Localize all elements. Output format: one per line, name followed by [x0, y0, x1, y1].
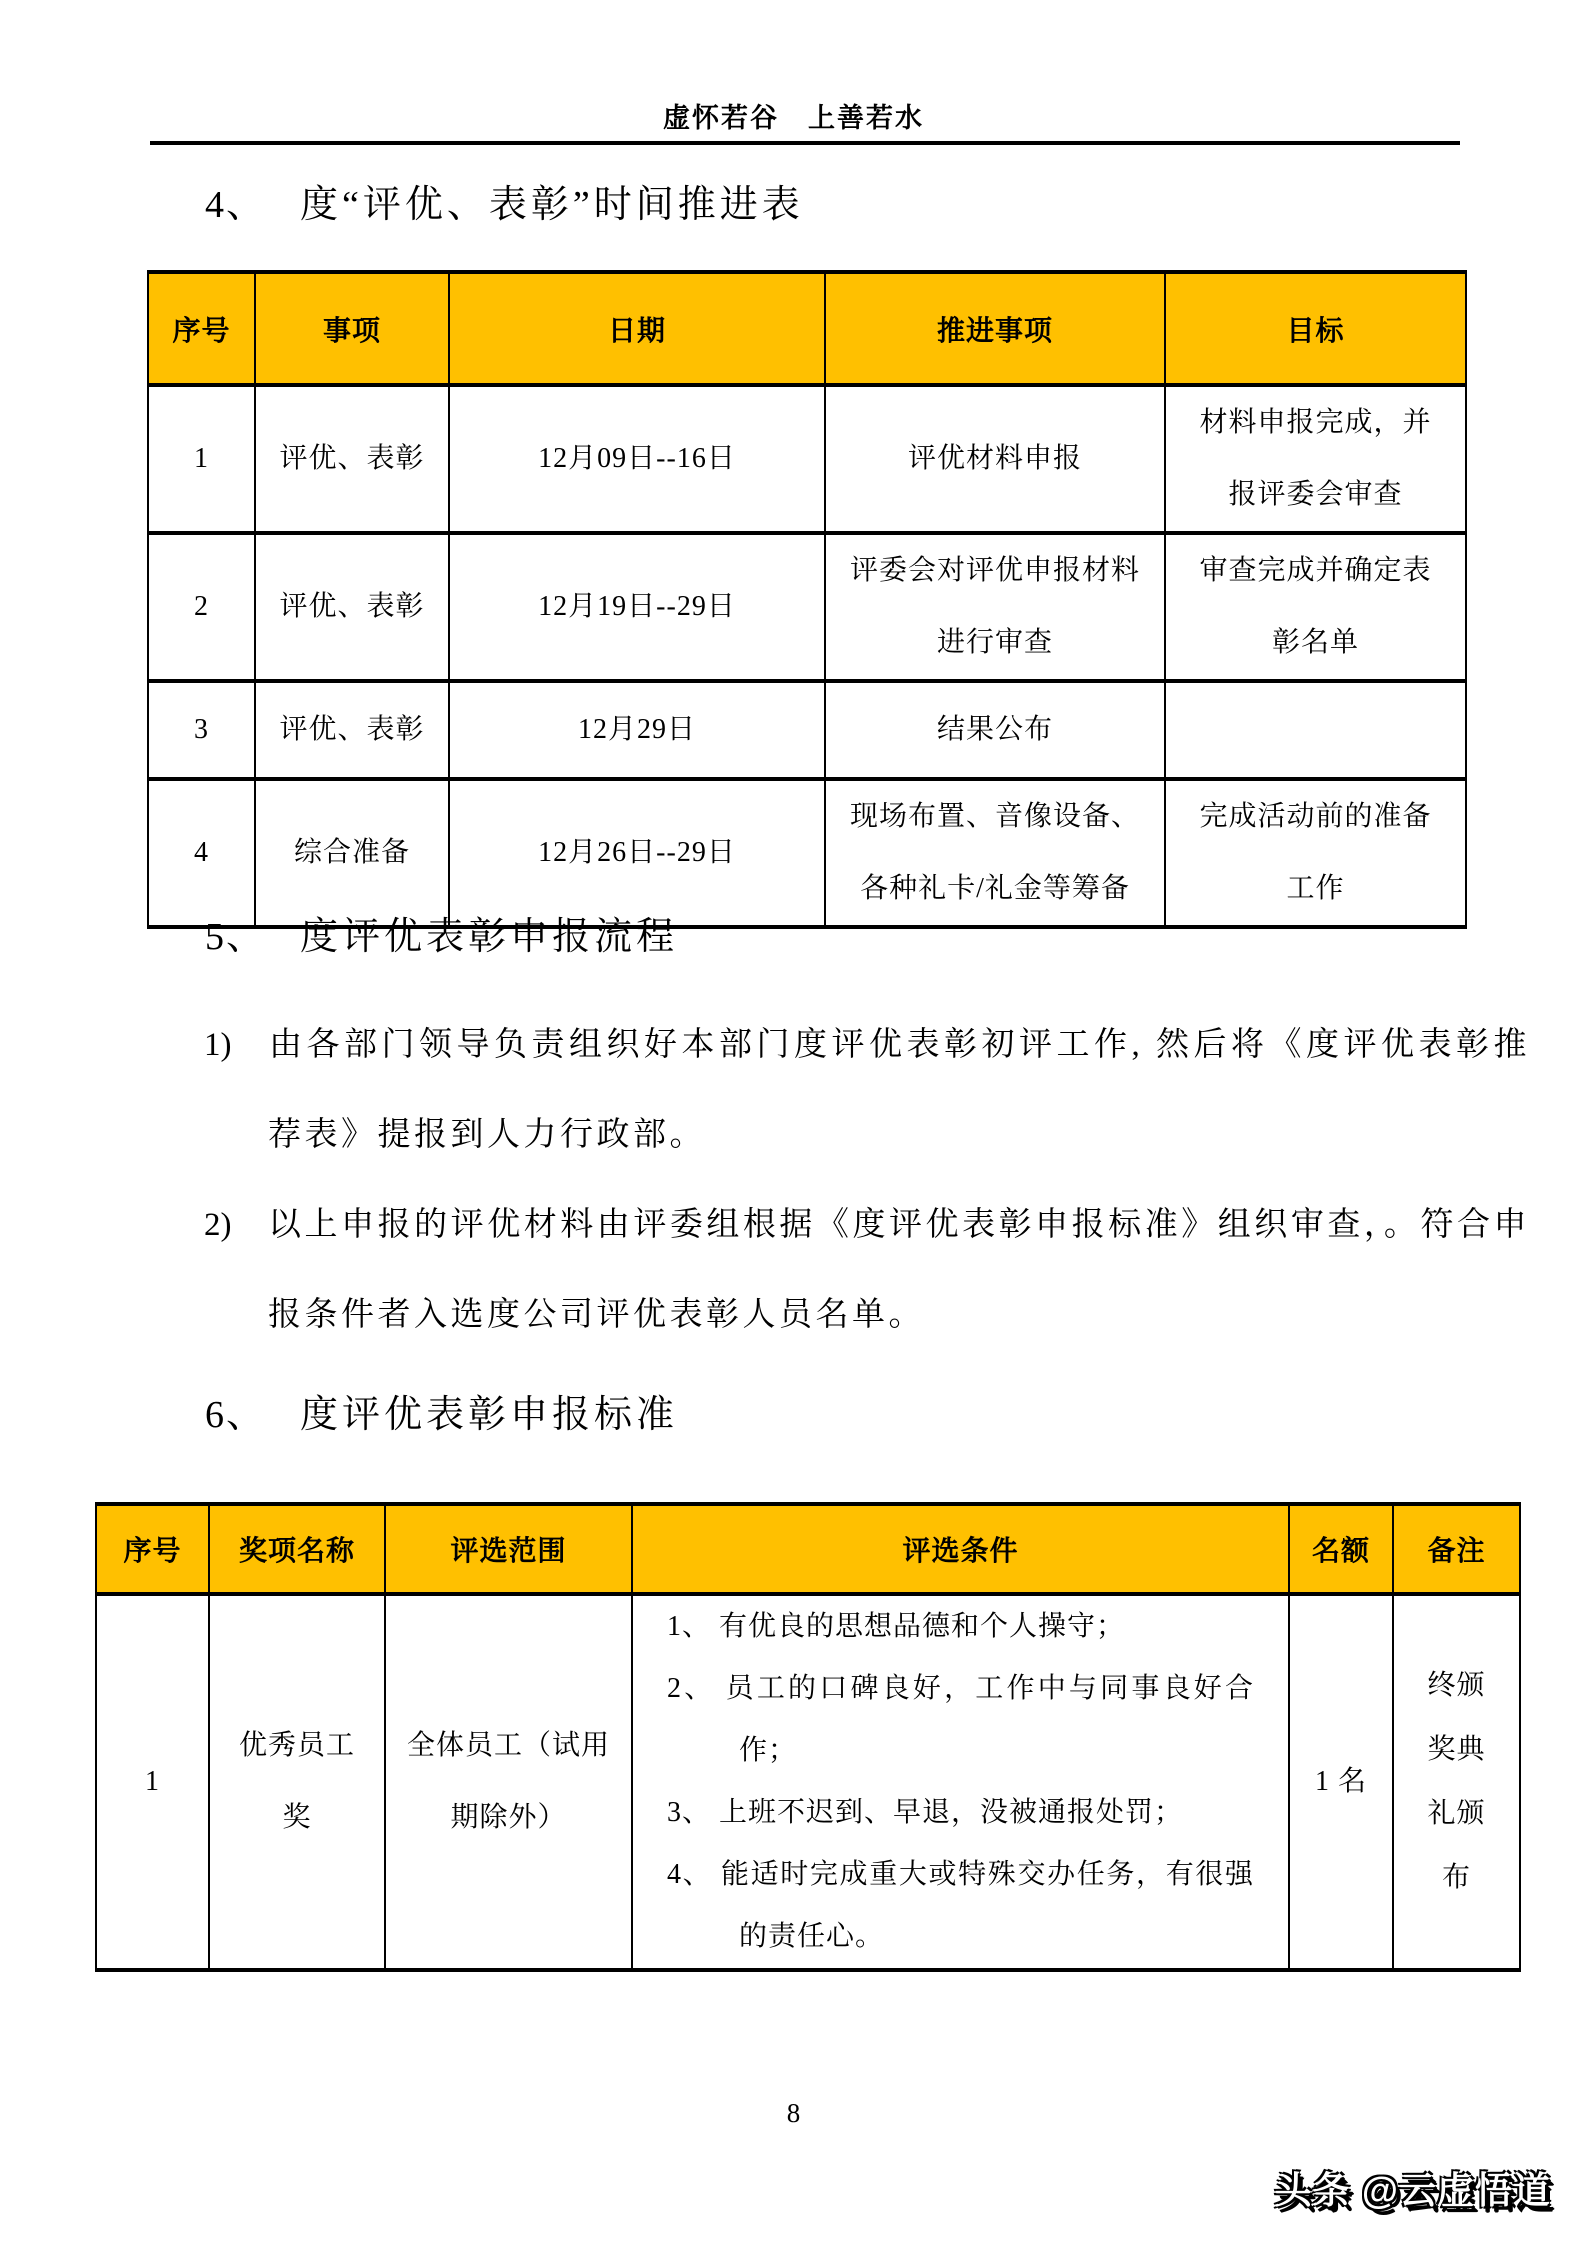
cell-item: 评优、表彰 [255, 533, 449, 681]
standards-col-header-scope: 评选范围 [385, 1504, 632, 1594]
cell-date: 12月26日--29日 [449, 779, 825, 927]
cell-award-name: 优秀员工奖 [209, 1594, 385, 1970]
process-item-2 [204, 1180, 1530, 1360]
standards-col-header-conditions: 评选条件 [632, 1504, 1289, 1594]
cell-conditions [632, 1594, 1289, 1970]
condition-item: 2、 员工的口碑良好，工作中与同事良好合作； [667, 1673, 1254, 1766]
header-motto: 虚怀若谷 上善若水 [663, 103, 924, 133]
process-item-1 [204, 1000, 1530, 1180]
watermark: 头条 @云虚悟道 [1274, 2170, 1551, 2211]
schedule-table [147, 270, 1467, 929]
cell-item: 评优、表彰 [255, 385, 449, 533]
section-heading-5 [205, 918, 678, 956]
section-4-number: 4、 [205, 184, 267, 226]
cell-goal: 完成活动前的准备工作 [1165, 779, 1466, 927]
schedule-col-header-goal: 目标 [1165, 272, 1466, 385]
schedule-col-header-push: 推进事项 [825, 272, 1165, 385]
standards-col-header-no: 序号 [96, 1504, 209, 1594]
cell-scope: 全体员工（试用期除外） [385, 1594, 632, 1970]
cell-no: 2 [148, 533, 255, 681]
section-4-title: 度“评优、表彰”时间推进表 [300, 184, 804, 226]
schedule-col-header-date: 日期 [449, 272, 825, 385]
standards-col-header-quota: 名额 [1289, 1504, 1393, 1594]
standards-col-header-remark: 备注 [1393, 1504, 1520, 1594]
standards-col-header-award: 奖项名称 [209, 1504, 385, 1594]
cell-no: 1 [96, 1594, 209, 1970]
cell-goal: 材料申报完成，并报评委会审查 [1165, 385, 1466, 533]
table-row [148, 779, 1466, 927]
section-heading-6 [205, 1396, 678, 1434]
condition-item: 1、 有优良的思想品德和个人操守； [667, 1611, 1126, 1642]
condition-item: 3、 上班不迟到、早退，没被通报处罚； [667, 1797, 1184, 1828]
cell-date: 12月09日--16日 [449, 385, 825, 533]
section-6-number: 6、 [205, 1394, 267, 1436]
table-row [148, 681, 1466, 779]
table-row [148, 385, 1466, 533]
cell-no: 1 [148, 385, 255, 533]
table-row [96, 1594, 1520, 1970]
cell-quota: 1 名 [1289, 1594, 1393, 1970]
cell-push: 结果公布 [825, 681, 1165, 779]
section-heading-4 [205, 186, 804, 224]
cell-remark: 终颁奖典礼颁布 [1393, 1594, 1520, 1970]
process-item-text: 由各部门领导负责组织好本部门度评优表彰初评工作, 然后将《度评优表彰推荐表》提报到人力行政部。 [268, 1027, 1530, 1153]
list-marker: 1) [204, 1027, 232, 1063]
process-item-text: 以上申报的评优材料由评委组根据《度评优表彰申报标准》组织审查，。符合申报条件者入选度公司评优表彰人员名单。 [268, 1207, 1530, 1333]
condition-item: 4、 能适时完成重大或特殊交办任务，有很强的责任心。 [667, 1859, 1254, 1952]
cell-item: 综合准备 [255, 779, 449, 927]
cell-date: 12月19日--29日 [449, 533, 825, 681]
cell-goal [1165, 681, 1466, 779]
cell-item: 评优、表彰 [255, 681, 449, 779]
cell-push: 评优材料申报 [825, 385, 1165, 533]
table-row [148, 533, 1466, 681]
cell-date: 12月29日 [449, 681, 825, 779]
schedule-table-header-row [148, 272, 1466, 385]
page-number: 8 [786, 2098, 801, 2128]
cell-no: 4 [148, 779, 255, 927]
cell-no: 3 [148, 681, 255, 779]
cell-push: 评委会对评优申报材料进行审查 [825, 533, 1165, 681]
header-rule [150, 141, 1460, 145]
section-6-title: 度评优表彰申报标准 [300, 1394, 679, 1436]
schedule-col-header-no: 序号 [148, 272, 255, 385]
standards-table [95, 1502, 1521, 1972]
cell-goal: 审查完成并确定表彰名单 [1165, 533, 1466, 681]
cell-push: 现场布置、音像设备、各种礼卡/礼金等筹备 [825, 779, 1165, 927]
section-5-number: 5、 [205, 916, 267, 958]
schedule-col-header-item: 事项 [255, 272, 449, 385]
list-marker: 2) [204, 1207, 232, 1243]
standards-table-header-row [96, 1504, 1520, 1594]
section-5-title: 度评优表彰申报流程 [300, 916, 679, 958]
